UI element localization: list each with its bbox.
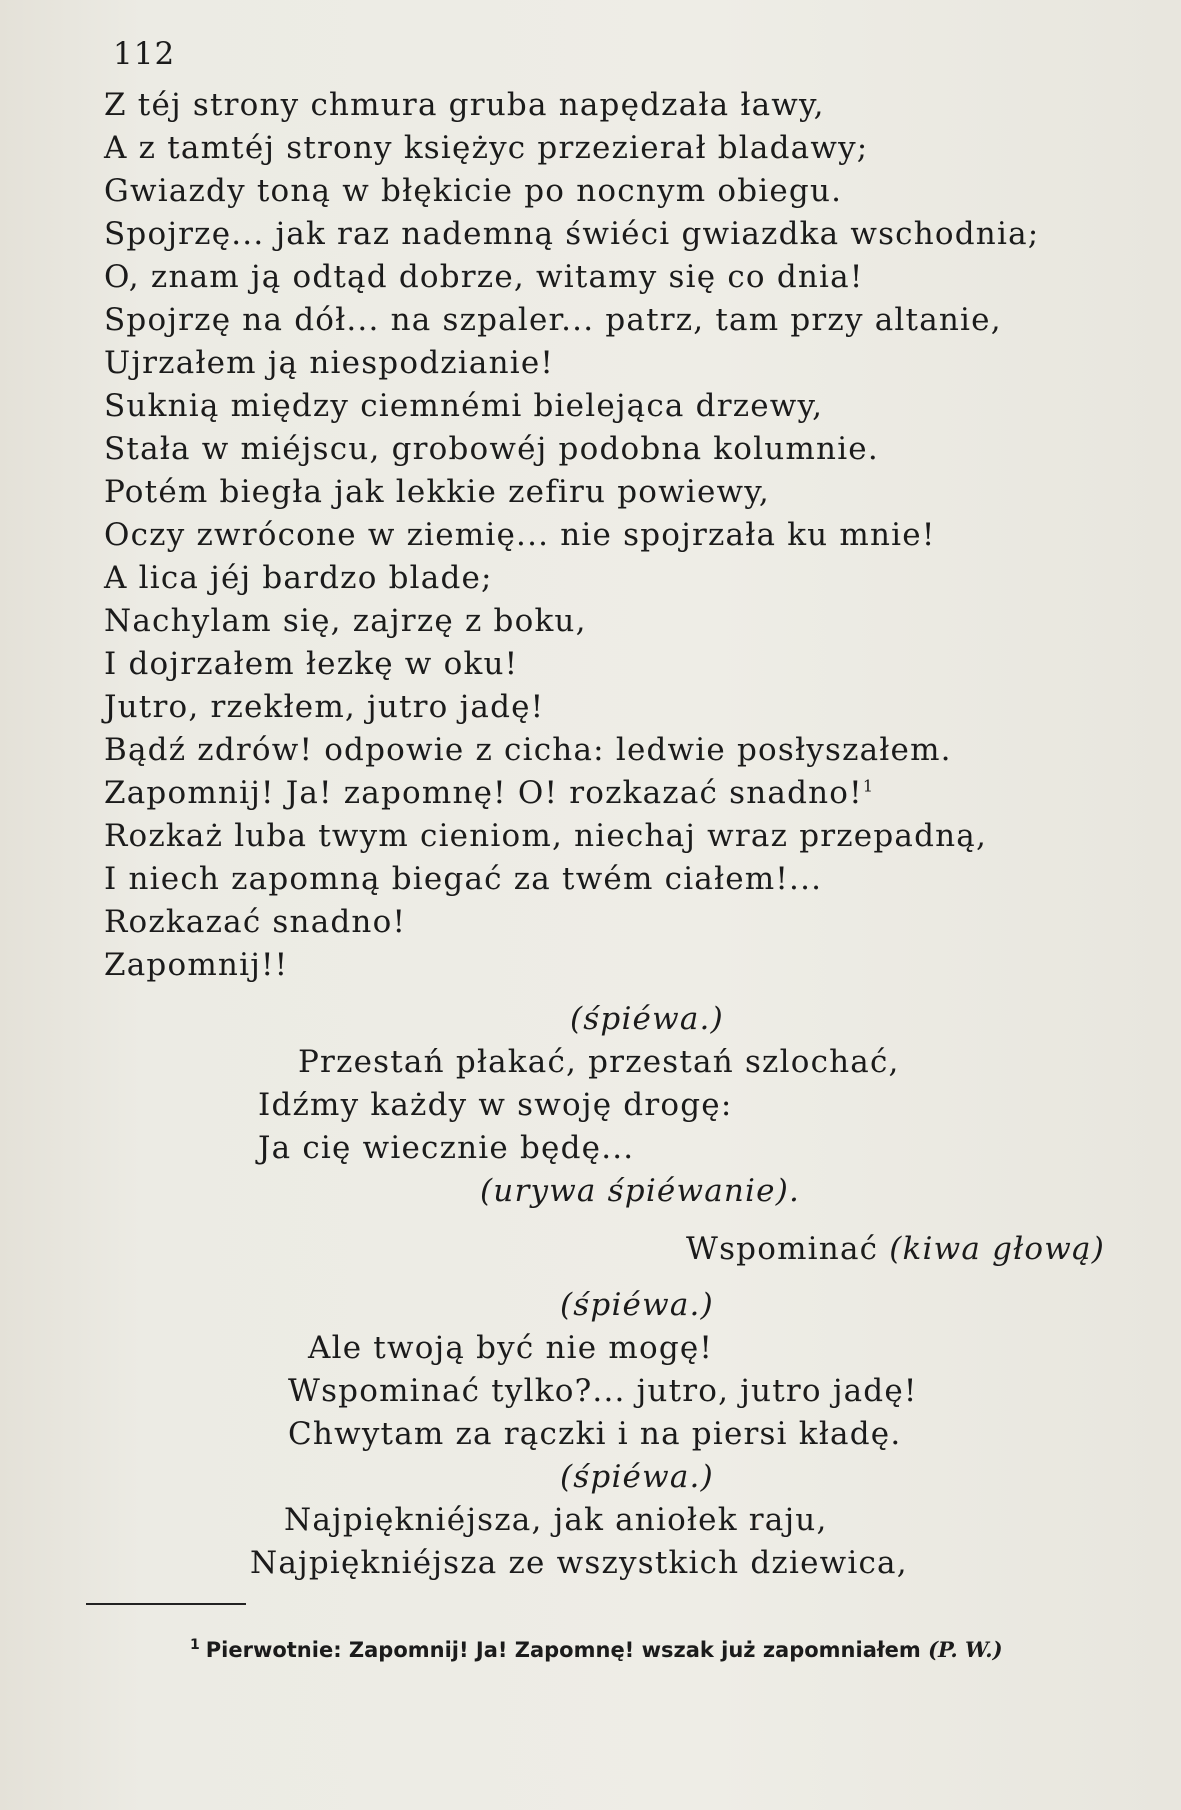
verse-line: Oczy zwrócone w ziemię... nie spojrzała ku mnie! — [104, 517, 936, 553]
footnote-text: Pierwotnie: Zapomnij! Ja! Zapomnę! wszak już zapomniałem — [205, 1638, 921, 1662]
stage-direction: (śpiéwa.) — [560, 1459, 714, 1495]
verse-line: A z tamtéj strony księżyc przezierał bladawy; — [104, 130, 869, 166]
verse-line: Spojrzę na dół... na szpaler... patrz, tam przy altanie, — [104, 302, 1002, 338]
page-number: 112 — [113, 36, 176, 72]
verse-line: Z téj strony chmura gruba napędzała ławy, — [104, 87, 825, 123]
verse-line: Bądź zdrów! odpowie z cicha: ledwie posłyszałem. — [104, 732, 952, 768]
verse-line: I niech zapomną biegać za twém ciałem!... — [104, 861, 823, 897]
verse-line: Ujrzałem ją niespodzianie! — [104, 345, 555, 381]
verse-line: O, znam ją odtąd dobrze, witamy się co dnia! — [104, 259, 864, 295]
song-line: Ja cię wiecznie będę... — [258, 1130, 635, 1166]
verse-line: Gwiazdy toną w błękicie po nocnym obiegu. — [104, 173, 843, 209]
verse-line-with-stage — [686, 1231, 1105, 1267]
stage-direction: (śpiéwa.) — [570, 1001, 724, 1037]
verse-line: Potém biegła jak lekkie zefiru powiewy, — [104, 474, 770, 510]
verse-text: Wspominać — [686, 1231, 879, 1267]
footnote — [190, 1637, 1003, 1662]
verse-line: Rozkazać snadno! — [104, 904, 407, 940]
verse-text: Zapomnij! Ja! zapomnę! O! rozkazać snadno! — [104, 775, 863, 811]
verse-line: Rozkaż luba twym cieniom, niechaj wraz przepadną, — [104, 818, 988, 854]
song-line: Wspominać tylko?... jutro, jutro jadę! — [288, 1373, 918, 1409]
footnote-divider — [86, 1603, 246, 1605]
verse-line: Stała w miéjscu, grobowéj podobna kolumnie. — [104, 431, 879, 467]
footnote-signature: (P. W.) — [928, 1637, 1003, 1662]
stage-direction: (kiwa głową) — [889, 1231, 1105, 1267]
song-line: Przestań płakać, przestań szlochać, — [298, 1044, 900, 1080]
stage-direction: (urywa śpiéwanie). — [480, 1173, 801, 1209]
footnote-marker: 1 — [190, 1637, 200, 1653]
verse-line-with-footnote — [104, 775, 875, 811]
footnote-reference: 1 — [862, 776, 875, 796]
verse-line: Nachylam się, zajrzę z boku, — [104, 603, 587, 639]
song-line: Idźmy każdy w swoję drogę: — [258, 1087, 733, 1123]
verse-line: A lica jéj bardzo blade; — [104, 560, 493, 596]
verse-line: Jutro, rzekłem, jutro jadę! — [104, 689, 545, 725]
song-line: Najpiękniéjsza ze wszystkich dziewica, — [250, 1545, 908, 1581]
stage-direction: (śpiéwa.) — [560, 1287, 714, 1323]
verse-line: Spojrzę... jak raz nademną świéci gwiazdka wschodnia; — [104, 216, 1040, 252]
verse-line: Zapomnij!! — [104, 947, 289, 983]
song-line: Chwytam za rączki i na piersi kładę. — [288, 1416, 902, 1452]
song-line: Ale twoją być nie mogę! — [308, 1330, 714, 1366]
song-line: Najpiękniéjsza, jak aniołek raju, — [284, 1502, 828, 1538]
verse-line: Suknią między ciemnémi bielejąca drzewy, — [104, 388, 824, 424]
verse-line: I dojrzałem łezkę w oku! — [104, 646, 519, 682]
